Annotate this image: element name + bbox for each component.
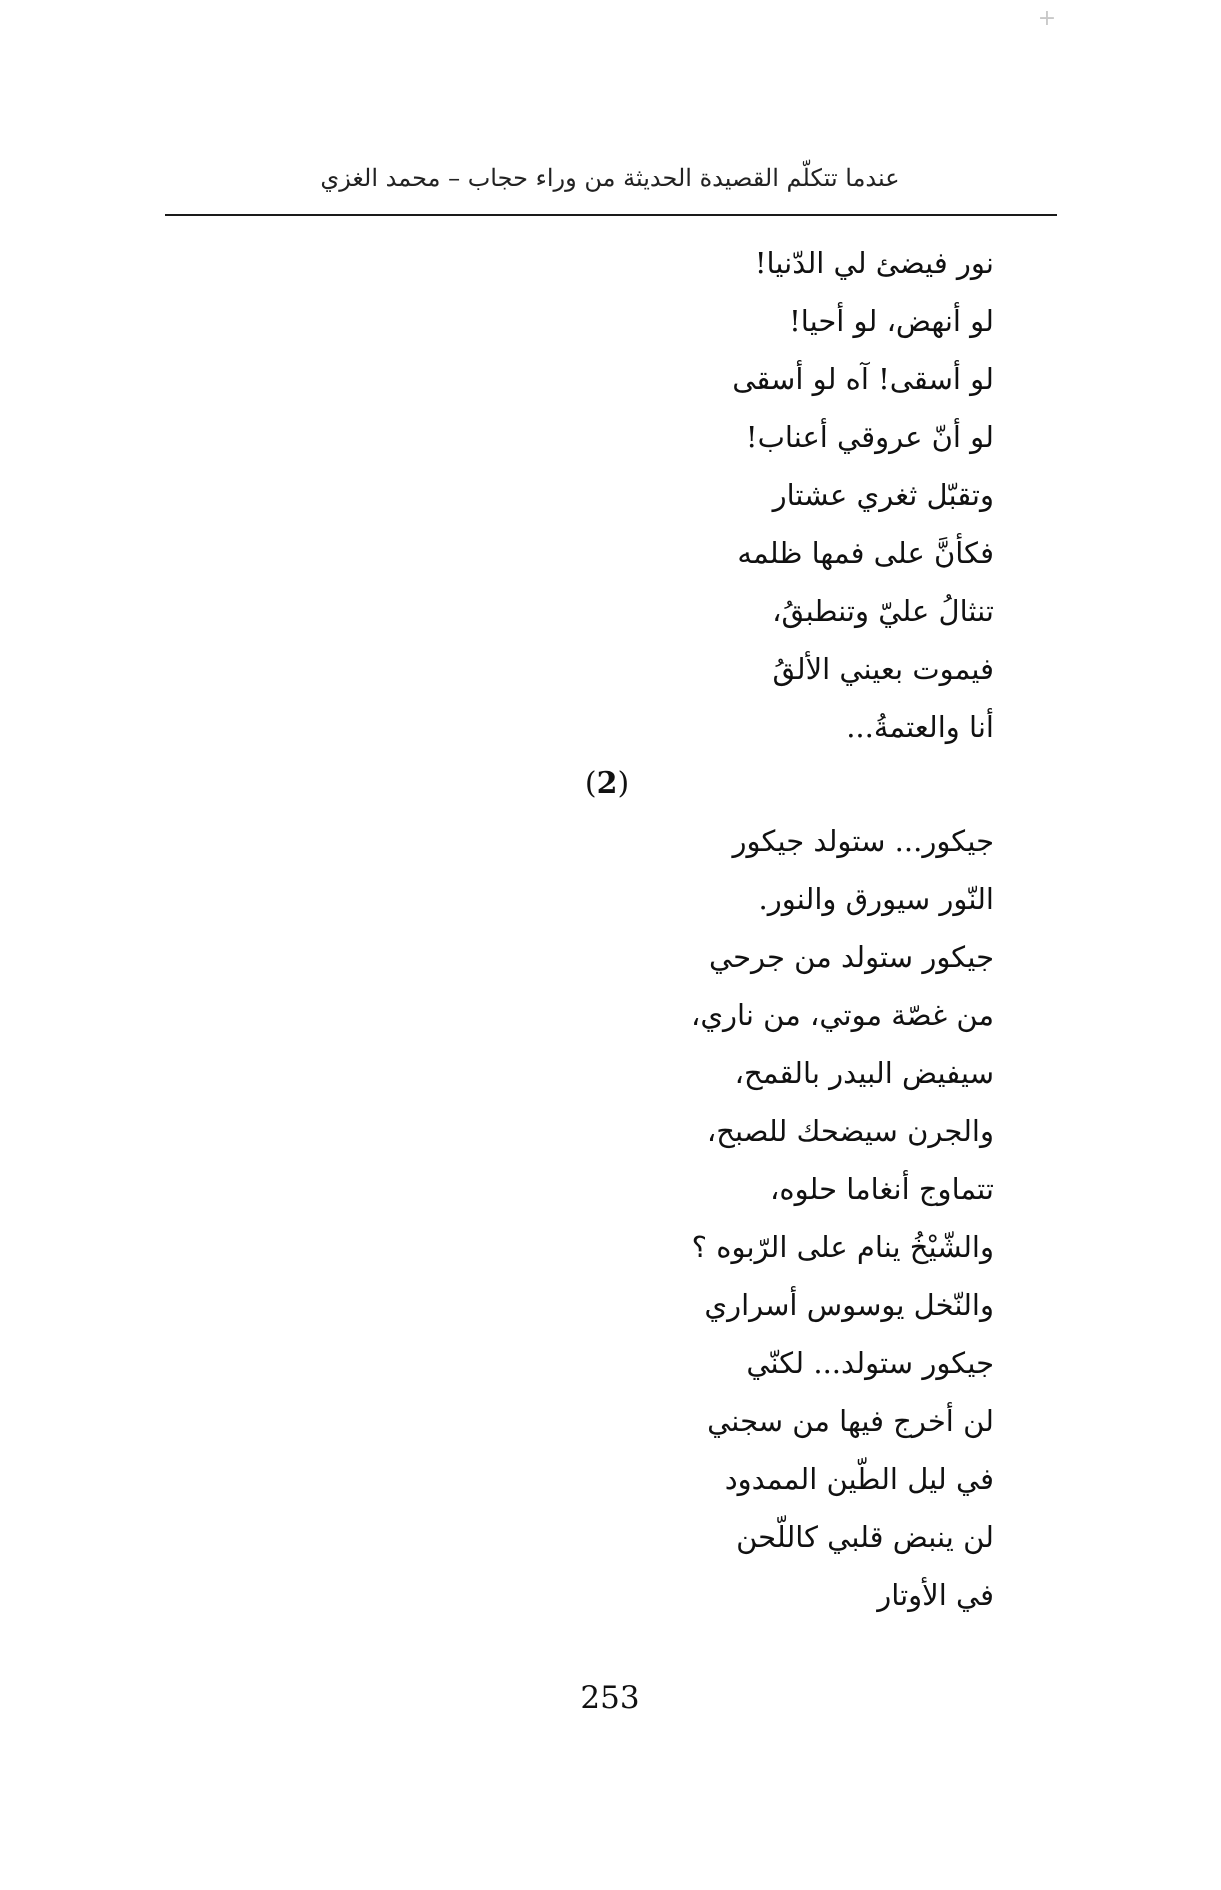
page-number: 253 <box>580 1680 640 1716</box>
verse-line: نور فيضئ لي الدّنيا! <box>754 246 994 280</box>
verse-line: تتماوج أنغاما حلوه، <box>770 1172 994 1206</box>
stanza-1 <box>732 234 994 756</box>
verse-line: من غصّة موتي، من ناري، <box>690 998 994 1032</box>
verse-line: والشّيْخُ ينام على الرّبوه ؟ <box>691 1230 994 1264</box>
verse-line: لو أنهض، لو أحيا! <box>789 304 994 338</box>
verse-line: والنّخل يوسوس أسراري <box>704 1288 994 1322</box>
section-paren-close: ) <box>617 766 630 801</box>
verse-line: سيفيض البيدر بالقمح، <box>734 1056 994 1090</box>
verse-line: أنا والعتمةُ... <box>846 710 994 744</box>
section-number-value: 2 <box>596 766 618 801</box>
verse-line: والجرن سيضحك للصبح، <box>706 1114 994 1148</box>
verse-line: لن أخرج فيها من سجني <box>707 1404 994 1438</box>
section-paren-open: ( <box>584 766 597 801</box>
running-header: عندما تتكلّم القصيدة الحديثة من وراء حجاب – محمد الغزي <box>320 164 900 192</box>
crop-mark-icon: + <box>1037 6 1057 31</box>
verse-line: جيكور ستولد... لكنّي <box>746 1346 994 1380</box>
header-divider <box>165 214 1057 216</box>
verse-line: في ليل الطّين الممدود <box>724 1462 994 1496</box>
verse-line: جيكور... ستولد جيكور <box>732 824 994 858</box>
verse-line: وتقبّل ثغري عشتار <box>772 478 994 512</box>
verse-line: فيموت بعيني الألقُ <box>772 652 994 686</box>
verse-line: لو أسقى! آه لو أسقى <box>732 362 994 396</box>
verse-line: لو أنّ عروقي أعناب! <box>745 420 994 454</box>
verse-line: جيكور ستولد من جرحي <box>708 940 994 974</box>
stanza-2 <box>691 812 994 1624</box>
verse-line: تنثالُ عليّ وتنطبقُ، <box>772 594 994 628</box>
verse-line: في الأوتار <box>877 1578 994 1612</box>
section-number <box>580 764 634 804</box>
verse-line: فكأنَّ على فمها ظلمه <box>737 536 994 570</box>
verse-line: النّور سيورق والنور. <box>758 882 994 916</box>
verse-line: لن ينبض قلبي كاللّحن <box>736 1520 994 1554</box>
